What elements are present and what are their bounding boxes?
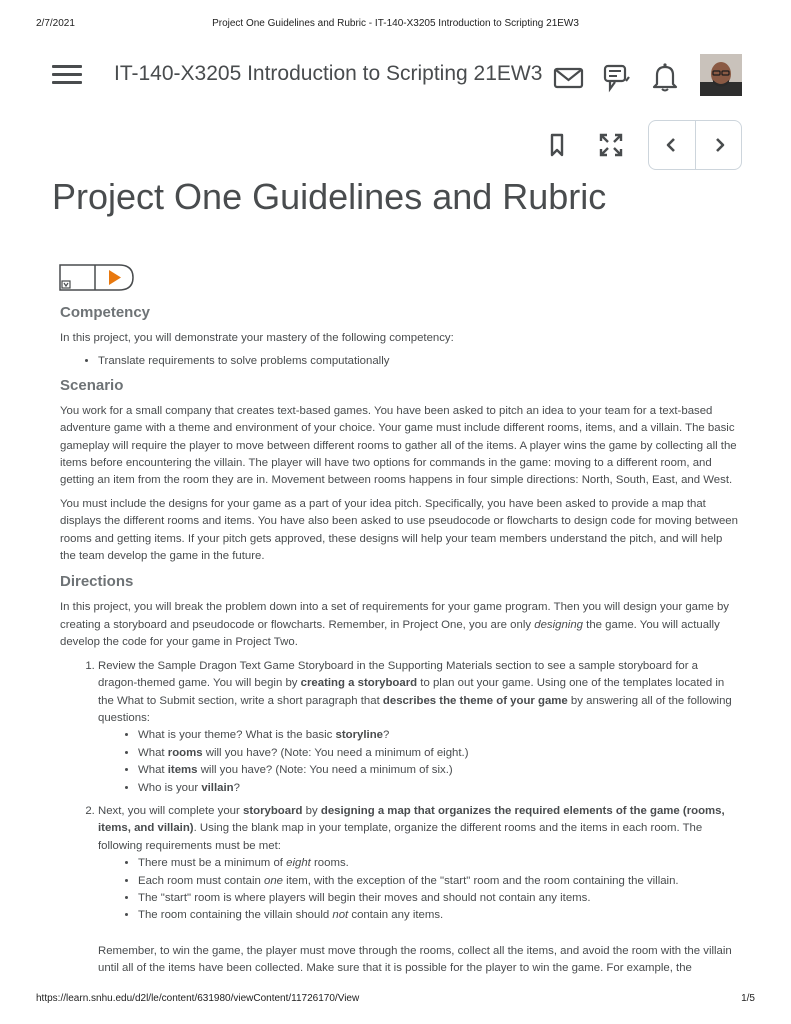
chevron-right-icon [710, 136, 728, 154]
course-title[interactable]: IT-140-X3205 Introduction to Scripting 21EW3 [114, 62, 543, 85]
directions-steps [98, 658, 740, 975]
media-player-widget[interactable] [59, 264, 134, 291]
competency-heading: Competency [60, 304, 151, 321]
mail-icon[interactable] [552, 60, 586, 94]
page-title: Project One Guidelines and Rubric [52, 176, 607, 217]
directions-heading: Directions [60, 573, 134, 591]
bookmark-icon[interactable] [544, 132, 570, 158]
remember-note: Remember, to win the game, the player must move through the rooms, collect all the items, and avoid the room with the villain until all of the items have been collected. Make sure that it is possible for the player to win the game. For example, the [98, 944, 732, 975]
menu-icon[interactable] [52, 65, 82, 89]
course-navbar [52, 52, 743, 102]
rubric-content [60, 302, 740, 975]
avatar[interactable] [700, 54, 742, 96]
list-item: • What items will you have? (Note: You need a minimum of six.) [138, 762, 740, 779]
next-topic-button[interactable] [696, 121, 742, 169]
content-toolbar [532, 120, 742, 170]
print-date: 2/7/2021 [36, 18, 75, 29]
list-item: • There must be a minimum of eight rooms. [138, 855, 740, 872]
list-item: • The room containing the villain should not contain any items. [138, 907, 740, 924]
storyboard-questions [138, 727, 740, 797]
bell-icon[interactable] [648, 60, 682, 94]
list-item: • Each room must contain one item, with the exception of the "start" room and the room containing the villain. [138, 873, 740, 890]
directions-intro: In this project, you will break the problem down into a set of requirements for your game program. Then you will design your game by creating a storyboard and pseudocode or flowcharts. Remember, in Project One, you are only designing the game. You will actually develop the code for your game in Project Two. [60, 601, 730, 649]
list-item: • Who is your villain? [138, 780, 740, 797]
step-map: 2. Next, you will complete your storyboard by designing a map that organizes the required elements of the game (rooms, items, and villain). Using the blank map in your template, organize the different rooms and the items in each room. The following requirements must be met: • There must be a minimum of eight rooms. • Each room must contain one item, with the exception of the "start" room and the room containing the villain. • The "start" room is where players will begin their moves and should not contain any items. • The room containing the villain should not contain any items. Remember, to win the game, the player must move through the rooms, collect all the items, and avoid the room with the villain until all of the items have been collected. Make sure that it is possible for the player to win the game. For example, the [98, 803, 740, 963]
print-url: https://learn.snhu.edu/d2l/le/content/631980/viewContent/11726170/View [36, 993, 360, 1004]
print-title: Project One Guidelines and Rubric - IT-140-X3205 Introduction to Scripting 21EW3 [212, 18, 579, 29]
competency-list [98, 353, 740, 370]
previous-topic-button[interactable] [649, 121, 695, 169]
step-storyboard: 1. Review the Sample Dragon Text Game Storyboard in the Supporting Materials section to see a sample storyboard for a dragon-themed game. You will begin by creating a storyboard to plan out your game. Using one of the templates located in the What to Submit section, write a short paragraph that describes the theme of your game by answering all of the following questions: • What is your theme? What is the basic storyline? • What rooms will you have? (Note: You need a minimum of eight.) • What items will you have? (Note: You need a minimum of six.) • Who is your villain? [98, 658, 740, 797]
scenario-paragraph-2: You must include the designs for your game as a part of your idea pitch. Specifically, you have been asked to provide a map that displays the different rooms and items. You have also been asked to use pseudocode or flowcharts to design code for moving between rooms and getting items. If your pitch gets approved, these designs will help your team members understand the pitch, and will help the team develop the game in the future. [60, 497, 738, 563]
competency-item: • Translate requirements to solve problems computationally [98, 353, 740, 370]
page-count: 1/5 [741, 993, 755, 1004]
print-header [36, 18, 755, 32]
print-footer [36, 993, 755, 1007]
list-item: • What rooms will you have? (Note: You need a minimum of eight.) [138, 745, 740, 762]
list-item: • What is your theme? What is the basic storyline? [138, 727, 740, 744]
scenario-paragraph-1: You work for a small company that creates text-based games. You have been asked to pitch an idea to your team for a text-based adventure game with a theme and environment of your choice. Your game must include different rooms, items, and a villain. The basic gameplay will require the player to move between different rooms to gather all of the items. A player wins the game by collecting all the items before encountering the villain. The player will have two options for commands in the game: moving to a different room, and getting an item from the room they are in. Movement between rooms happens in four simple directions: North, South, East, and West. [60, 404, 737, 487]
fullscreen-icon[interactable] [598, 132, 624, 158]
chevron-left-icon [663, 136, 681, 154]
map-requirements [138, 855, 740, 925]
competency-intro: In this project, you will demonstrate your mastery of the following competency: [60, 332, 454, 344]
scenario-heading: Scenario [60, 376, 124, 394]
list-item: • The "start" room is where players will begin their moves and should not contain any items. [138, 890, 740, 907]
chat-icon[interactable] [599, 60, 633, 94]
topic-pager [648, 120, 742, 170]
